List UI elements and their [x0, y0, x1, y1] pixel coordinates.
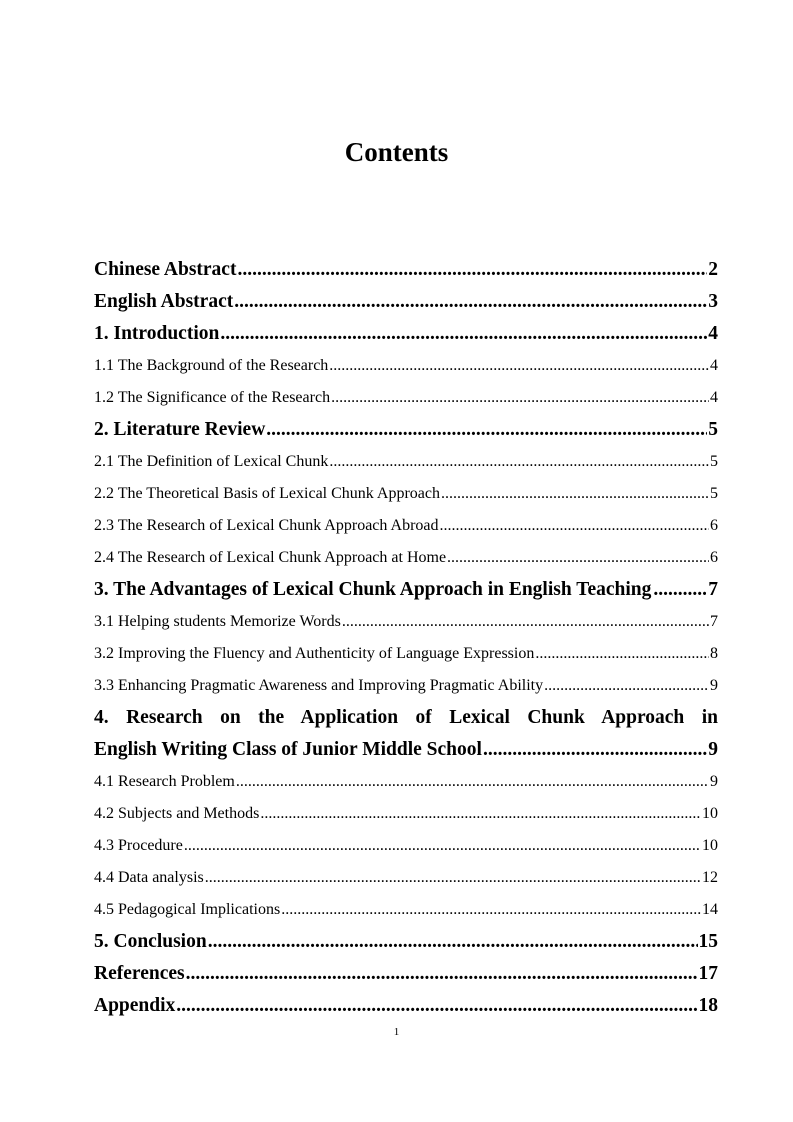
toc-entry-page: 4: [708, 323, 718, 344]
toc-entry-page: 15: [698, 931, 718, 952]
toc-leader-dots: [483, 734, 707, 766]
toc-entry-page: 8: [710, 645, 718, 662]
toc-entry-3-3[interactable]: [94, 670, 718, 702]
toc-entry-title: References: [94, 963, 185, 984]
toc-leader-dots: [234, 286, 707, 318]
toc-entry-4-3[interactable]: [94, 830, 718, 862]
toc-leader-dots: [176, 990, 697, 1022]
toc-entry-2-2[interactable]: [94, 478, 718, 510]
toc-entry-1-2[interactable]: [94, 382, 718, 414]
toc-leader-dots: [281, 894, 701, 926]
toc-entry-page: 3: [708, 291, 718, 312]
toc-entry-1-1[interactable]: [94, 350, 718, 382]
toc-entry-page: 5: [710, 485, 718, 502]
toc-leader-dots: [205, 862, 701, 894]
toc-leader-dots: [186, 958, 698, 990]
toc-entry-title: 3.3 Enhancing Pragmatic Awareness and Improving Pragmatic Ability: [94, 677, 544, 694]
toc-entry-literature-review[interactable]: [94, 414, 718, 446]
toc-entry-references[interactable]: [94, 958, 718, 990]
toc-entry-4-4[interactable]: [94, 862, 718, 894]
toc-entry-title: 4.1 Research Problem: [94, 773, 235, 790]
toc-entry-title: 4.2 Subjects and Methods: [94, 805, 260, 822]
toc-entry-page: 12: [702, 869, 718, 886]
toc-leader-dots: [220, 318, 707, 350]
table-of-contents: [94, 254, 718, 1022]
toc-entry-title: 1.2 The Significance of the Research: [94, 389, 331, 406]
toc-entry-page: 7: [708, 579, 718, 600]
toc-entry-page: 5: [710, 453, 718, 470]
toc-leader-dots: [329, 446, 709, 478]
toc-leader-dots: [208, 926, 698, 958]
toc-entry-title: 2.2 The Theoretical Basis of Lexical Chunk Approach: [94, 485, 440, 502]
toc-entry-page: 10: [702, 837, 718, 854]
toc-entry-title: 2.4 The Research of Lexical Chunk Approach at Home: [94, 549, 447, 566]
toc-entry-title: Appendix: [94, 995, 176, 1016]
toc-entry-4-1[interactable]: [94, 766, 718, 798]
page-title: Contents: [344, 137, 449, 167]
toc-entry-title: 5. Conclusion: [94, 931, 207, 952]
toc-entry-page: 18: [698, 995, 718, 1016]
toc-entry-title: 1.1 The Background of the Research: [94, 357, 329, 374]
toc-entry-page: 4: [710, 357, 718, 374]
toc-entry-2-4[interactable]: [94, 542, 718, 574]
toc-entry-page: 9: [710, 773, 718, 790]
toc-entry-page: 17: [698, 963, 718, 984]
toc-entry-4-2[interactable]: [94, 798, 718, 830]
toc-entry-2-3[interactable]: [94, 510, 718, 542]
toc-entry-page: 4: [710, 389, 718, 406]
toc-entry-research-line1[interactable]: 4. Research on the Application of Lexical Chunk Approach in: [94, 707, 718, 728]
toc-leader-dots: [184, 830, 701, 862]
toc-leader-dots: [440, 510, 710, 542]
toc-entry-title: 2.1 The Definition of Lexical Chunk: [94, 453, 329, 470]
toc-leader-dots: [447, 542, 709, 574]
toc-entry-title: 2. Literature Review: [94, 419, 266, 440]
toc-leader-dots: [441, 478, 709, 510]
toc-leader-dots: [544, 670, 709, 702]
toc-leader-dots: [260, 798, 701, 830]
toc-entry-title: 4.5 Pedagogical Implications: [94, 901, 281, 918]
toc-leader-dots: [237, 254, 707, 286]
toc-entry-3-2[interactable]: [94, 638, 718, 670]
toc-leader-dots: [535, 638, 709, 670]
toc-entry-title: Chinese Abstract: [94, 259, 237, 280]
toc-entry-title: 3.2 Improving the Fluency and Authenticity of Language Expression: [94, 645, 535, 662]
toc-leader-dots: [653, 574, 706, 606]
toc-entry-page: 9: [708, 739, 718, 760]
toc-entry-page: 14: [702, 901, 718, 918]
toc-leader-dots: [266, 414, 707, 446]
toc-entry-advantages[interactable]: [94, 574, 718, 606]
toc-entry-title: 3.1 Helping students Memorize Words: [94, 613, 341, 630]
toc-entry-4-5[interactable]: [94, 894, 718, 926]
toc-entry-english-abstract[interactable]: [94, 286, 718, 318]
toc-entry-title: 4.3 Procedure: [94, 837, 183, 854]
toc-entry-title: 2.3 The Research of Lexical Chunk Approach Abroad: [94, 517, 439, 534]
toc-entry-2-1[interactable]: [94, 446, 718, 478]
toc-entry-page: 6: [710, 517, 718, 534]
toc-entry-research[interactable]: [94, 734, 718, 766]
toc-entry-title: 1. Introduction: [94, 323, 220, 344]
toc-leader-dots: [236, 766, 709, 798]
toc-entry-chinese-abstract[interactable]: [94, 254, 718, 286]
toc-entry-title: 4.4 Data analysis: [94, 869, 204, 886]
toc-entry-page: 9: [710, 677, 718, 694]
toc-entry-title: English Writing Class of Junior Middle School: [94, 739, 482, 760]
toc-entry-appendix[interactable]: [94, 990, 718, 1022]
toc-entry-page: 7: [710, 613, 718, 630]
toc-entry-3-1[interactable]: [94, 606, 718, 638]
toc-entry-title: 3. The Advantages of Lexical Chunk Approach in English Teaching: [94, 579, 652, 600]
toc-leader-dots: [329, 350, 709, 382]
page-number: 1: [393, 1026, 400, 1038]
toc-leader-dots: [331, 382, 709, 414]
toc-leader-dots: [342, 606, 709, 638]
toc-entry-introduction[interactable]: [94, 318, 718, 350]
toc-entry-page: 5: [708, 419, 718, 440]
toc-entry-page: 6: [710, 549, 718, 566]
toc-entry-page: 10: [702, 805, 718, 822]
toc-entry-conclusion[interactable]: [94, 926, 718, 958]
toc-entry-page: 2: [708, 259, 718, 280]
toc-entry-title: English Abstract: [94, 291, 234, 312]
